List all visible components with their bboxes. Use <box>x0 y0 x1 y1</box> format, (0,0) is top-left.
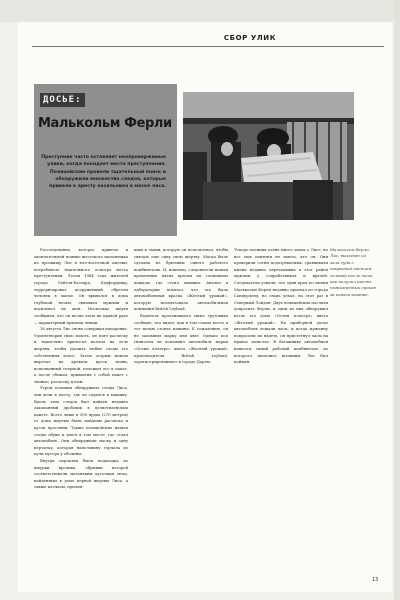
article-paragraph: Внутри перчатки были подкладка из шкурки кролика, обрывки которой соответствовали маленьким кусочкам меха, найденным в доме первой жертвы Лиса, а также клочком, прилип- <box>34 458 128 490</box>
article-column-2 <box>134 247 228 366</box>
court-photo-illustration <box>183 92 354 220</box>
section-header-title: СБОР УЛИК <box>223 34 277 42</box>
article-paragraph: шим к ткани, которую он использовал, чтобы связать еще одну свою жертву. Маска была сделана из брючины синего рабочего комбинезона. И, наконец, следователи нашли крошечные пятна краски на сломанном каждом, где стоял машина. Анализ в лаборатории показал, что это была автомобильная краска «Желтый урожай», которую использовала автомобильная компания British Leyland. <box>134 247 228 312</box>
page-number: 13 <box>372 577 379 583</box>
article-column-1 <box>34 247 128 491</box>
page-top-edge <box>0 0 400 22</box>
article-column-3 <box>234 247 328 366</box>
article-paragraph: Водитель проезжавшего мимо грузовика сообщил, что видел, как в том самом месте в тот ночью стояла машина. К сожалению, он не запомнил марку или цвет. Однако под гипнозом он вспомнил автомобиль марки «Остин Аллегро» цвета «Желтый урожай» производителя British Leyland, зарегистрированного в городе Дарем. <box>134 312 228 365</box>
dossier-intro: Преступник часто оставляет неопровержимые улики, когда покидает место преступления. Полицейские провели тщательный поиск и обнаружили множество следов, которые привели к аресту насильника в маске лиса. <box>41 155 166 190</box>
article-paragraph: Теперь полиция очень много знала о Лисе, но все еще понятия не имела, кто он. Они проверили сотни подозреваемых, сравнивали имена недавно переехавших в этот район мужчин у соцработников и врачей. Следователи узнали, что один врач по имени Малькольм Ферли недавно приехал из города Сандерленд, но снова уехал, на этот раз в Северный Лондон. Двух полицейских послали допросить Ферли, и одни из них обнаружил возле его дома «Остин Аллегро» цвета «Желтый урожай». На приборной доске автомобиля лежали часы, и когда мужчину попросили их надеть, он пристегнул часы на правое запястье. В багажнике автомобиля нашелся синий рабочий комбинезон, из которого пытались штанины. Лис был пойман. <box>234 247 328 365</box>
photo-caption: Малькольм Ферли, Лис, выходит из зала суда с накрытой одеялом головой после того, как получил шесть пожизненных сроков за изнасилование. <box>330 247 376 297</box>
dossier-name: Малькольм Ферли <box>38 116 172 131</box>
article-paragraph: Утром полиция обнаружила следы Лиса, они вели к месту, где он садился в машину. Вдоль этих следов был найден недавно закопанный дробовик в полиэтиленовом пакете. Всего лишь в 300 ярдах (270 метров) от дома жертвы были найдены расческа и кусок простыни. Также полицейские нашли следы обуви и ключ в том месте, где стоял автомобиль. Они обнаружили маску и одну перчатку, которая наполовину торчала из кучи мусора у обочины. <box>34 385 128 457</box>
page-right-edge <box>394 0 400 600</box>
header-rule <box>32 46 384 47</box>
court-photo <box>183 92 354 220</box>
article-paragraph: Расследование, которое привело к окончательной поимке жестокого насильника по прозвищу Лис в юго-восточной Англии, потребовало тщательного осмотра места преступления. Летом 1984 года жителей города Лейтон-Баззард, Бедфордшир, терроризировал вооруженный обрезом человек в маске. Он врывался в дома глубокой ночью, связывал мужчин и насиловал их жен. Несколько жертв сообщили, что он носил часы на правой руке — характерный признак левши. <box>34 247 128 325</box>
dossier-tag: ДОСЬЕ: <box>40 93 85 107</box>
article-paragraph: 16 августа Лис снова совершил нападение. Удовлетворив свою похоть, он взял расческу и тщательно причесал волосы на теле жертвы, чтобы удалить любые следы его собственных волос. Затем острым ножом вырезал на кровати кусок ткани, испачканный спермой, положил его в пакет, а после сбежал, прихватив с собой пакет с тканью, расческу и нож. <box>34 326 128 384</box>
